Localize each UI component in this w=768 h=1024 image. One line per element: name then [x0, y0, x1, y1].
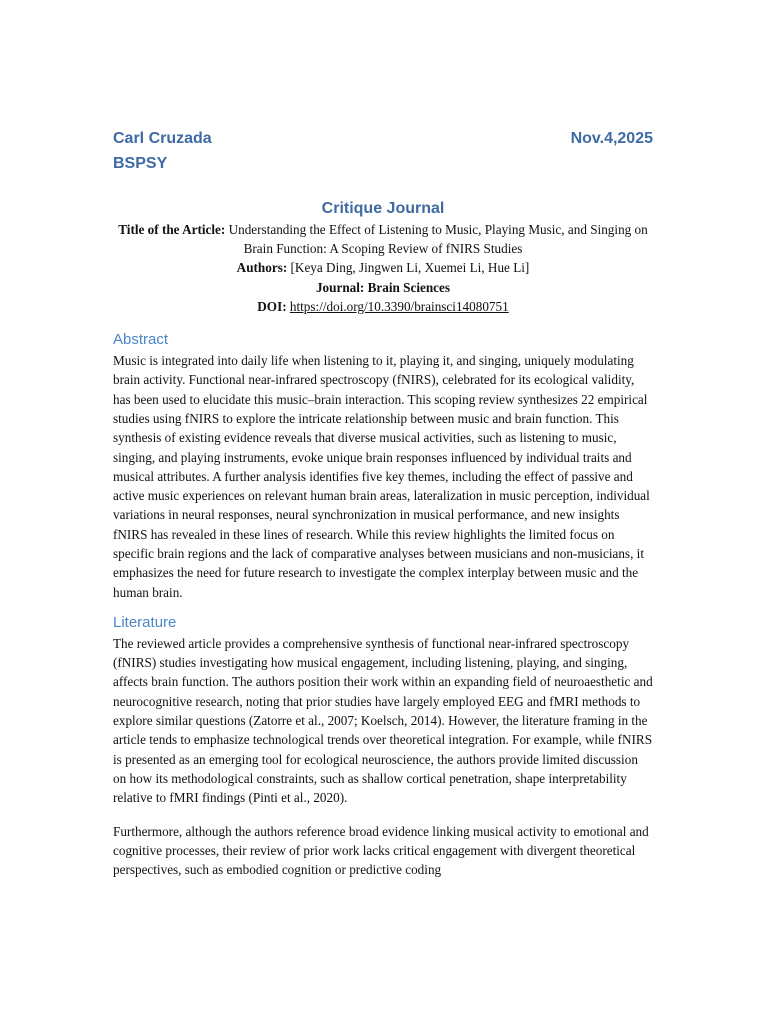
header-row — [113, 126, 653, 151]
doi-link[interactable]: https://doi.org/10.3390/brainsci14080751 — [289, 298, 509, 314]
author-name: Carl Cruzada — [113, 130, 212, 147]
title-value: Understanding the Effect of Listening to Music, Playing Music, and Singing on Brain Function: A Scoping Review of fNIRS Studies — [228, 222, 648, 257]
title-label: Title of the Article: — [118, 222, 226, 237]
authors-label: Authors: — [236, 260, 288, 276]
article-meta — [113, 220, 653, 316]
authors-line — [113, 258, 653, 277]
abstract-paragraph: Music is integrated into daily life when listening to it, playing it, and singing, uniquely modulating brain activity. Functional near-infrared spectroscopy (fNIRS), celebrated for its ecological validity, has been used to elucidate this music–brain interaction. This scoping review synthesizes 22 empirical studies using fNIRS to explore the intricate relationship between music and brain function. This synthesis of existing evidence reveals that diverse musical activities, such as listening to music, singing, and playing instruments, evoke unique brain responses influenced by individual traits and musical attributes. A further analysis identifies five key themes, including the effect of passive and active music experiences on relevant human brain areas, lateralization in music perception, individual variations in neural responses, neural synchronization in musical performance, and new insights fNIRS has revealed in these lines of research. While this review highlights the limited focus on specific brain regions and the lack of comparative analyses between musicians and non-musicians, it emphasizes the need for future research to investigate the complex interplay between music and the human brain. — [113, 353, 650, 600]
course-label: BSPSY — [113, 155, 168, 172]
literature-heading: Literature — [113, 613, 177, 631]
literature-paragraph-2: Furthermore, although the authors reference broad evidence linking musical activity to emotional and cognitive processes, their review of prior work lacks critical engagement with divergent theoretical perspectives, such as embodied cognition or predictive coding — [113, 823, 649, 878]
journal-heading: Critique Journal — [321, 200, 445, 217]
authors-value: [Keya Ding, Jingwen Li, Xuemei Li, Hue Li] — [290, 260, 530, 276]
journal-name: Journal: Brain Sciences — [315, 279, 451, 295]
doi-label: DOI: — [257, 298, 287, 314]
doi-line — [113, 297, 653, 316]
document-body — [113, 126, 653, 879]
abstract-heading: Abstract — [113, 331, 169, 349]
article-title-line — [113, 220, 653, 258]
literature-paragraph-1: The reviewed article provides a comprehensive synthesis of functional near-infrared spectroscopy (fNIRS) studies investigating how musical engagement, including listening, playing, and singing, affects brain function. The authors position their work within an expanding field of neuroaesthetic and neurocognitive research, noting that prior studies have largely employed EEG and fMRI methods to explore similar questions (Zatorre et al., 2007; Koelsch, 2014). However, the literature framing in the article tends to emphasize technological trends over theoretical integration. For example, while fNIRS is presented as an emerging tool for ecological neuroscience, the authors provide limited discussion on how its methodological constraints, such as shallow cortical penetration, shape interpretability relative to fMRI findings (Pinti et al., 2020). — [113, 635, 653, 806]
journal-line — [113, 278, 653, 297]
document-date: Nov.4,2025 — [570, 130, 653, 147]
